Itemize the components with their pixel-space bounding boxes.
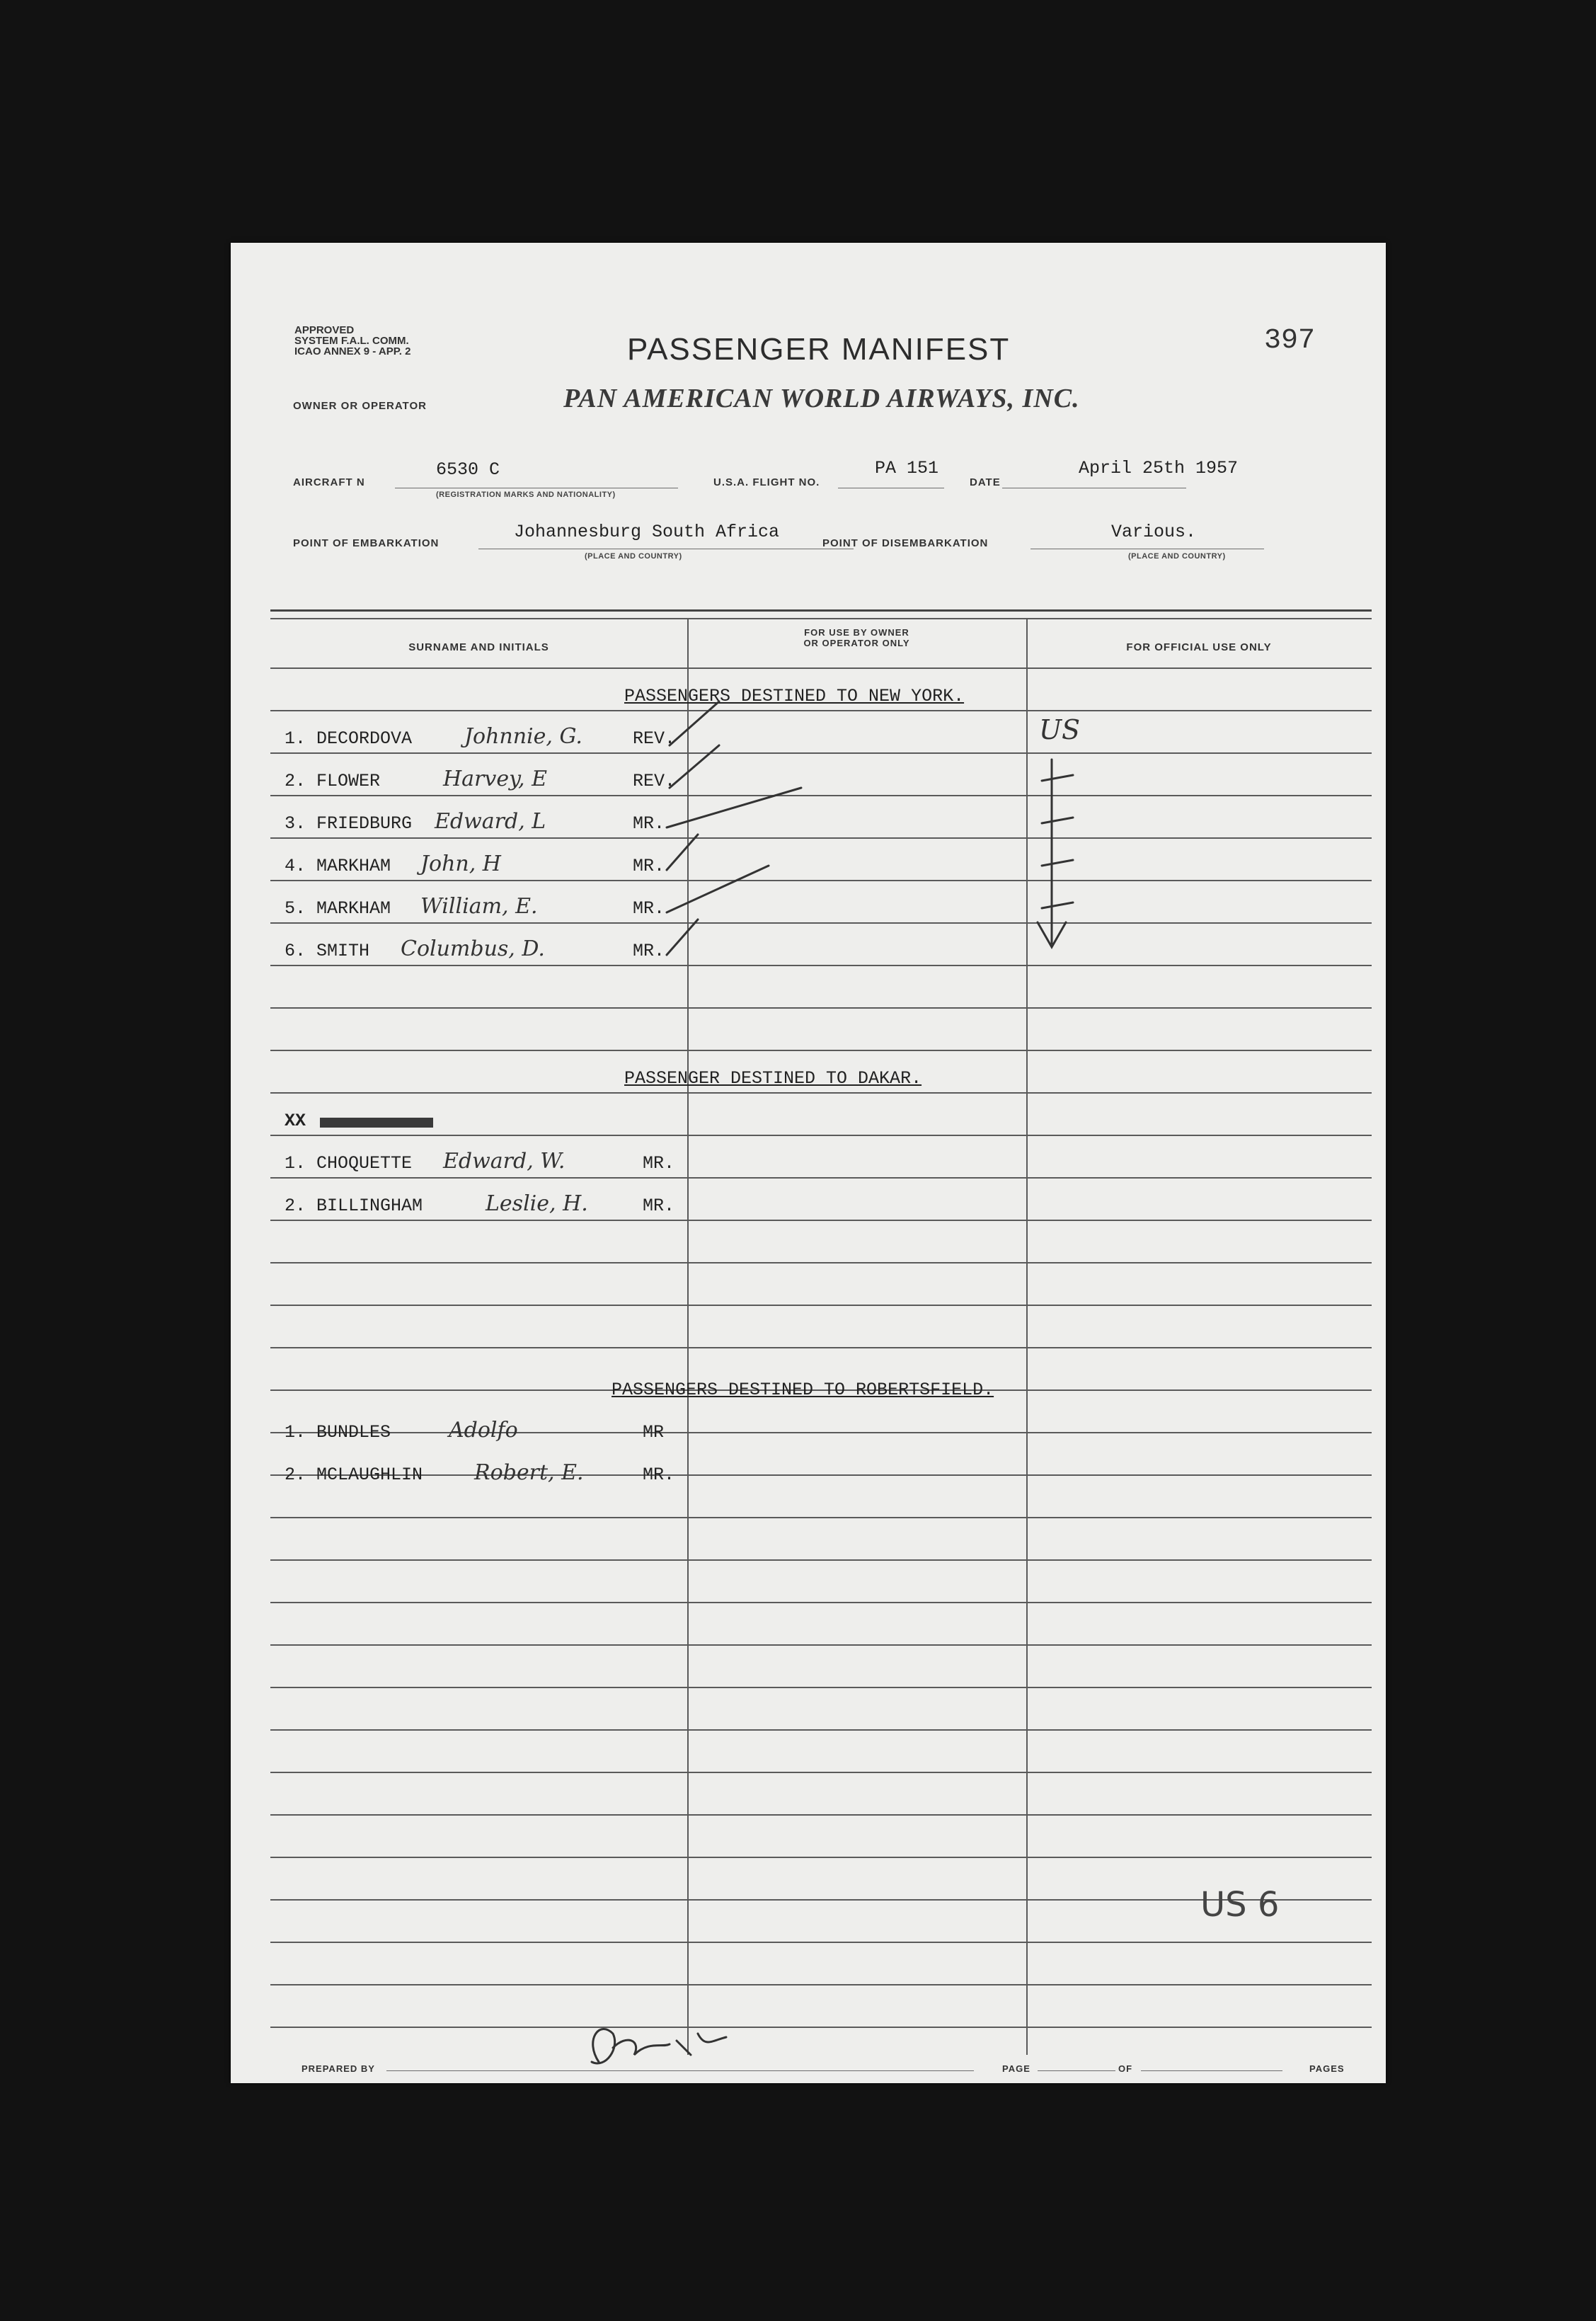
passenger-given-name: Johnnie, G. (464, 724, 582, 749)
passenger-given-name: Harvey, E (443, 767, 548, 791)
of-label: OF (1118, 2063, 1133, 2074)
embarkation-value: Johannesburg South Africa (514, 522, 780, 542)
passenger-number: 2. (285, 771, 306, 791)
group-heading-dakar: PASSENGER DESTINED TO DAKAR. (624, 1068, 922, 1089)
date-label: DATE (970, 476, 1001, 488)
disembarkation-label: POINT OF DISEMBARKATION (822, 537, 989, 549)
check-mark (670, 701, 719, 745)
passenger-number: 6. (285, 941, 306, 961)
passenger-title: MR. (633, 898, 665, 919)
passenger-given-name: Leslie, H. (486, 1191, 588, 1216)
airline-name: PAN AMERICAN WORLD AIRWAYS, INC. (563, 384, 1080, 413)
page-label: PAGE (1002, 2063, 1030, 2074)
embarkation-label: POINT OF EMBARKATION (293, 537, 440, 549)
passenger-surname: BUNDLES (316, 1422, 391, 1443)
check-mark (667, 919, 698, 955)
passenger-title: REV. (633, 771, 676, 791)
group-heading-robertsfield: PASSENGERS DESTINED TO ROBERTSFIELD. (612, 1380, 994, 1400)
passenger-number: 1. (285, 1153, 306, 1174)
passenger-title: MR (643, 1422, 665, 1443)
passenger-title: MR. (633, 941, 665, 961)
passenger-given-name: William, E. (420, 894, 538, 919)
document-title: PASSENGER MANIFEST (627, 332, 1011, 367)
passenger-given-name: John, H (420, 852, 501, 876)
passenger-number: 5. (285, 898, 306, 919)
disembarkation-value: Various. (1111, 522, 1197, 542)
passenger-given-name: Columbus, D. (401, 936, 545, 961)
passenger-number: 4. (285, 856, 306, 876)
passenger-given-name: Robert, E. (474, 1460, 584, 1485)
tally-mark (1042, 860, 1073, 866)
prepared-by-label: PREPARED BY (302, 2063, 375, 2074)
aircraft-label: AIRCRAFT N (293, 476, 365, 488)
passenger-surname: MARKHAM (316, 898, 391, 919)
passenger-title: MR. (643, 1196, 675, 1216)
flight-value: PA 151 (875, 458, 939, 478)
tally-mark (1042, 902, 1073, 908)
registration-note: (REGISTRATION MARKS AND NATIONALITY) (436, 491, 616, 499)
check-marks (231, 243, 1386, 2083)
owner-use-line-1: FOR USE BY OWNER (804, 627, 909, 638)
passenger-surname: FLOWER (316, 771, 381, 791)
owner-use-line-2: OR OPERATOR ONLY (803, 638, 910, 648)
passenger-given-name: Edward, W. (443, 1149, 566, 1174)
passenger-surname: BILLINGHAM (316, 1196, 423, 1216)
check-mark (670, 745, 719, 788)
page-number: 397 (1264, 325, 1316, 357)
passenger-number: 2. (285, 1196, 306, 1216)
surname-column-header: SURNAME AND INITIALS (408, 641, 549, 653)
passenger-title: REV. (633, 728, 676, 749)
passenger-title: MR. (643, 1153, 675, 1174)
passenger-title: MR. (633, 856, 665, 876)
tally-mark (1042, 818, 1073, 823)
passenger-surname: MARKHAM (316, 856, 391, 876)
passenger-number: 1. (285, 728, 306, 749)
check-mark (667, 866, 769, 912)
disembarkation-note: (PLACE AND COUNTRY) (1128, 552, 1226, 561)
struck-entry: XX (285, 1111, 306, 1131)
passenger-number: 1. (285, 1422, 306, 1443)
approval-line-2: SYSTEM F.A.L. COMM. (294, 335, 409, 347)
official-us-mark: US (1039, 714, 1081, 745)
passenger-surname: FRIEDBURG (316, 813, 413, 834)
passenger-surname: MCLAUGHLIN (316, 1465, 423, 1485)
official-total: US 6 (1200, 1885, 1280, 1925)
embarkation-note: (PLACE AND COUNTRY) (585, 552, 682, 561)
passenger-surname: SMITH (316, 941, 370, 961)
passenger-given-name: Adolfo (449, 1418, 518, 1443)
passenger-title: MR. (633, 813, 665, 834)
check-mark (667, 835, 698, 870)
group-heading-new-york: PASSENGERS DESTINED TO NEW YORK. (624, 686, 965, 706)
pages-label: PAGES (1309, 2063, 1345, 2074)
manifest-sheet (231, 243, 1386, 2083)
approval-line-1: APPROVED (294, 324, 355, 336)
passenger-surname: CHOQUETTE (316, 1153, 413, 1174)
passenger-surname: DECORDOVA (316, 728, 413, 749)
passenger-given-name: Edward, L (435, 809, 546, 834)
official-column-header: FOR OFFICIAL USE ONLY (1126, 641, 1272, 653)
signature (570, 2012, 740, 2076)
owner-label: OWNER OR OPERATOR (293, 400, 427, 412)
aircraft-value: 6530 C (436, 459, 500, 480)
tally-mark (1042, 775, 1073, 781)
passenger-number: 2. (285, 1465, 306, 1485)
date-value: April 25th 1957 (1079, 458, 1239, 478)
approval-line-3: ICAO ANNEX 9 - APP. 2 (294, 345, 411, 357)
passenger-number: 3. (285, 813, 306, 834)
passenger-title: MR. (643, 1465, 675, 1485)
official-tally-arrow (1038, 760, 1066, 947)
check-mark (667, 788, 801, 827)
flight-label: U.S.A. FLIGHT NO. (713, 476, 820, 488)
